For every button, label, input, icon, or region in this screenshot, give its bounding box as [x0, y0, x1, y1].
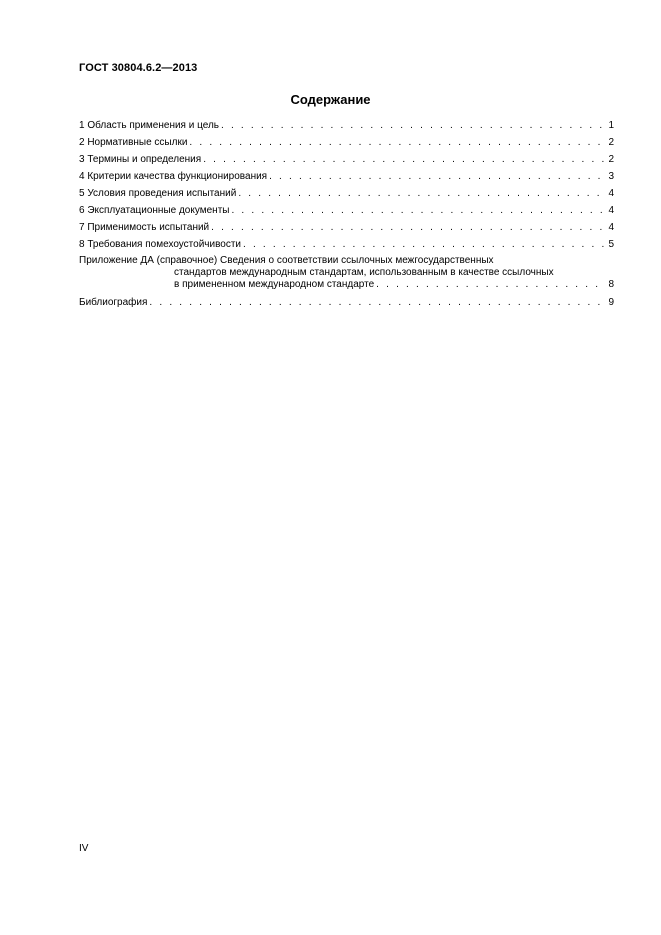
- toc-entry-page: 4: [608, 205, 614, 216]
- toc-entry-label: 6 Эксплуатационные документы: [79, 205, 230, 216]
- toc-entry-3[interactable]: [79, 154, 614, 171]
- toc-leader-dots: [189, 137, 604, 149]
- toc-entry-6[interactable]: [79, 205, 614, 222]
- toc-entry-page: 1: [608, 120, 614, 131]
- toc-appendix-line-2: стандартов международным стандартам, использованным в качестве ссылочных: [174, 267, 554, 278]
- toc-leader-dots: [238, 188, 604, 200]
- toc-entry-page: 4: [608, 222, 614, 233]
- toc-entry-appendix[interactable]: [79, 255, 614, 291]
- toc-entry-label: 4 Критерии качества функционирования: [79, 171, 268, 182]
- toc-leader-dots: [243, 239, 604, 251]
- toc-leader-dots: [221, 120, 604, 132]
- toc-entry-8[interactable]: [79, 239, 614, 256]
- toc-appendix-line-1: Приложение ДА (справочное) Сведения о соответствии ссылочных межгосударственных: [79, 255, 494, 266]
- toc-appendix-last-row: [79, 279, 614, 291]
- toc-leader-dots: [149, 297, 604, 309]
- toc-entry-label: 7 Применимость испытаний: [79, 222, 210, 233]
- toc-entry-page: 4: [608, 188, 614, 199]
- toc-entry-5[interactable]: [79, 188, 614, 205]
- toc-entry-label: Библиография: [79, 297, 148, 308]
- toc-entry-label: 5 Условия проведения испытаний: [79, 188, 237, 199]
- toc-entry-page: 5: [608, 239, 614, 250]
- toc-entry-page: 8: [608, 279, 614, 290]
- toc-entry-7[interactable]: [79, 222, 614, 239]
- toc-entry-page: 2: [608, 137, 614, 148]
- toc-leader-dots: [203, 154, 604, 166]
- toc-entry-page: 3: [608, 171, 614, 182]
- page-number: IV: [79, 843, 89, 854]
- toc-leader-dots: [211, 222, 604, 234]
- toc-entry-bibliography[interactable]: [79, 297, 614, 314]
- toc-entry-label: 8 Требования помехоустойчивости: [79, 239, 242, 250]
- toc-entry-4[interactable]: [79, 171, 614, 188]
- toc-entry-label: 3 Термины и определения: [79, 154, 202, 165]
- toc-leader-dots: [269, 171, 604, 183]
- toc-entry-page: 2: [608, 154, 614, 165]
- toc-appendix-line-3: в примененном международном стандарте: [174, 279, 375, 290]
- toc-entry-page: 9: [608, 297, 614, 308]
- toc-entry-2[interactable]: [79, 137, 614, 154]
- toc-leader-dots: [376, 279, 604, 291]
- toc-entry-label: 1 Область применения и цель: [79, 120, 219, 131]
- document-code: ГОСТ 30804.6.2—2013: [79, 62, 198, 74]
- toc-title: Содержание: [290, 92, 371, 107]
- toc-leader-dots: [231, 205, 604, 217]
- toc-entry-1[interactable]: [79, 120, 614, 137]
- toc-entry-label: 2 Нормативные ссылки: [79, 137, 188, 148]
- table-of-contents: [79, 120, 614, 314]
